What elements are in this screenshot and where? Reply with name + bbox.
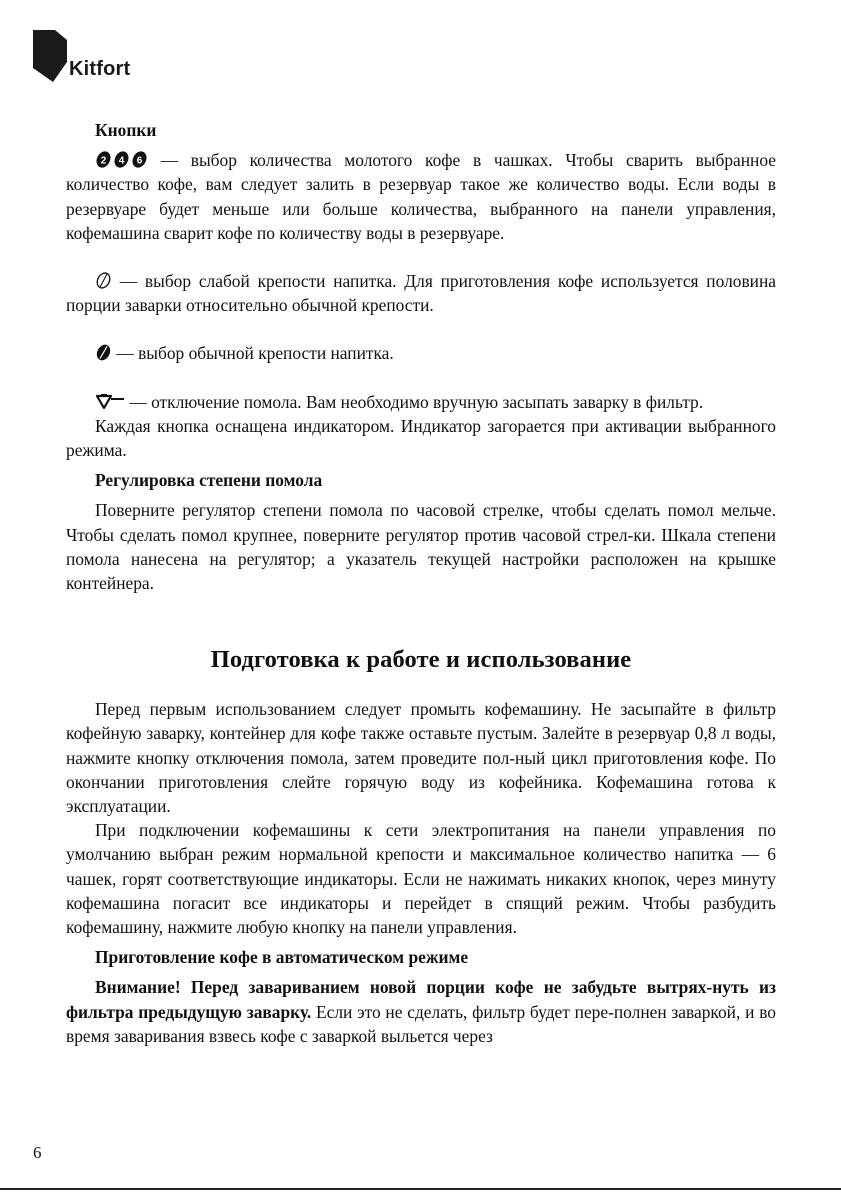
brand-name: Kitfort [69,58,131,80]
bean-2-icon [95,150,112,169]
grinder-off-icon [95,392,125,411]
warning-rest: Если это не сделать, фильтр будет пере-полнен заваркой, и во время заваривания взвесь кофе с заваркой выльется через [66,1001,776,1046]
grind-heading: Регулировка степени помола [95,470,323,491]
bean-6-digit: 6 [136,155,143,167]
weak-paragraph [66,269,776,317]
grind-off-paragraph [66,390,776,414]
warning-bold: Внимание! Перед завариванием новой порции кофе не забудьте вытрях-нуть из фильтра предыдущую заварку. [66,977,776,1022]
bean-6-icon [131,150,148,169]
page-content [66,118,776,1048]
bean-4-icon [113,150,130,169]
prep-paragraph: Перед первым использованием следует промыть кофемашину. Не засыпайте в фильтр кофейную заварку, контейнер для кофе также оставьте пустым. Залейте в резервуар 0,8 л воды, нажмите кнопку отключения помола, затем проведите пол-ный цикл приготовления кофе. По окончании приготовления слейте горячую воду из кофейника. Кофемашина готова к эксплуатации. [66,699,776,817]
bean-2-digit: 2 [100,155,107,167]
grind-paragraph: Поверните регулятор степени помола по часовой стрелке, чтобы сделать помол мельче. Чтобы сделать помол крупнее, поверните регулятор против часовой стрел-ки. Шкала степени помола нанесена на регулятор; а указатель текущей настройки расположен на крышке контейнера. [66,500,776,594]
indicator-paragraph: Каждая кнопка оснащена индикатором. Индикатор загорается при активации выбранного режима. [66,415,776,461]
connect-paragraph: При подключении кофемашины к сети электропитания на панели управления по умолчанию выбран режим нормальной крепости и максимальное количество напитка — 6 чашек, горят соответствующие индикаторы. Если не нажимать никаких кнопок, через минуту кофемашина погасит все индикаторы и перейдет в спящий режим. Чтобы разбудить кофемашину, нажмите любую кнопку на панели управления. [66,820,776,938]
bean-filled-icon [95,343,112,362]
auto-heading: Приготовление кофе в автоматическом режиме [95,947,469,968]
grind-off-text: — отключение помола. Вам необходимо вручную засыпать заварку в фильтр. [125,391,704,412]
kitfort-logo-mark [33,30,67,82]
bean-outline-icon [95,271,112,290]
cups-icons [95,150,148,169]
main-title: Подготовка к работе и использование [210,646,632,674]
warning-paragraph [66,975,776,1048]
cups-paragraph [66,148,776,245]
weak-text: — выбор слабой крепости напитка. Для приготовления кофе используется половина порции заварки относительно обычной крепости. [66,271,776,316]
bottom-rule [0,1188,841,1190]
normal-text: — выбор обычной крепости напитка. [112,343,394,364]
page-number: 6 [33,1143,42,1162]
cups-text: — выбор количества молотого кофе в чашках. Чтобы сварить выбранное количество кофе, вам следует залить в резервуар такое же количество воды. Если воды в резервуаре будет меньше или больше количества, выбранного на панели управления, кофемашина сварит кофе по количеству воды в резервуаре. [66,150,776,243]
kitfort-logo [33,30,130,82]
buttons-heading: Кнопки [95,120,157,140]
normal-paragraph [66,341,776,365]
bean-4-digit: 4 [118,155,125,167]
